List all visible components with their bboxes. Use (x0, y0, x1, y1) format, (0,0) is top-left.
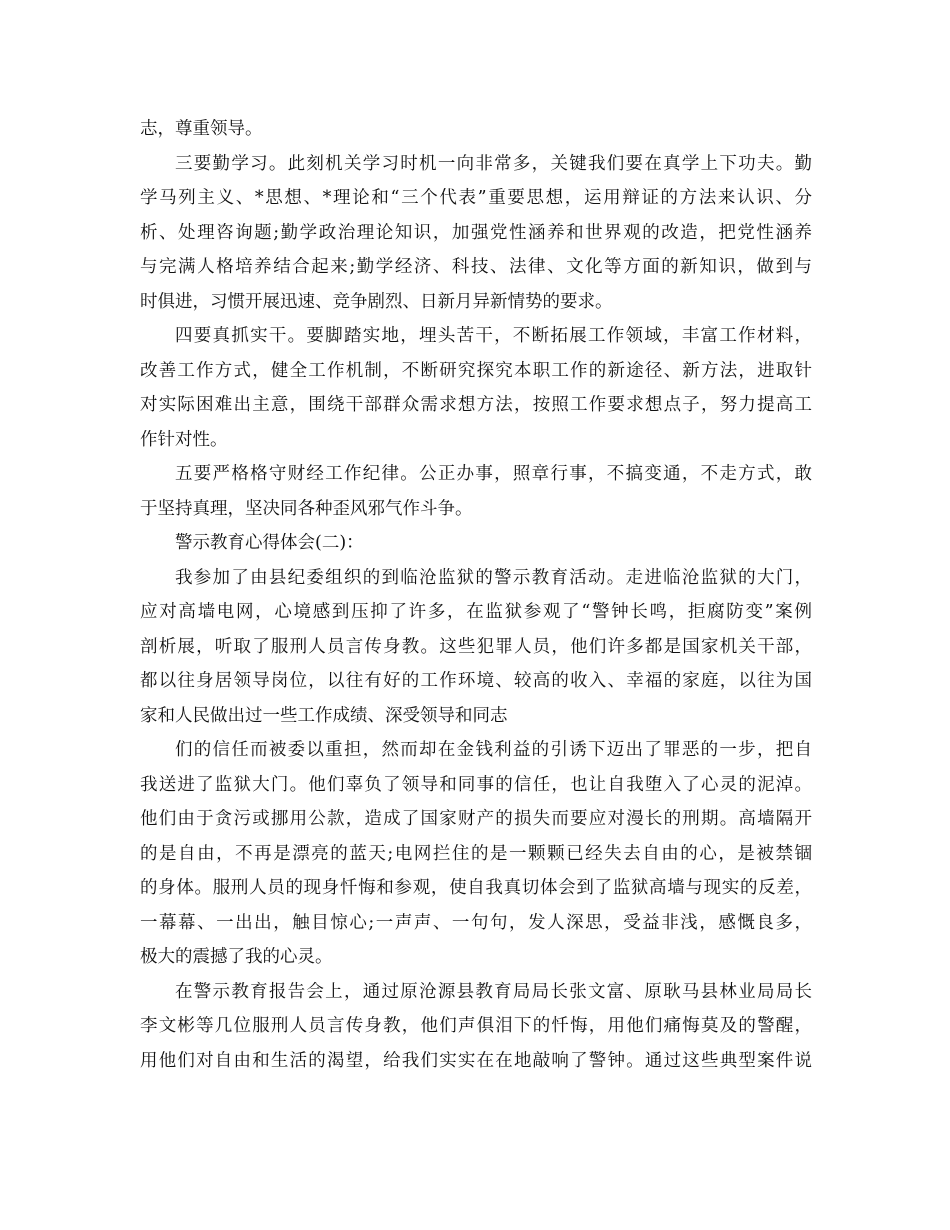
text-line: 他们由于贪污或挪用公款，造成了国家财产的损失而要应对漫长的刑期。高墙隔开 (140, 809, 812, 829)
text-line: 剖析展，听取了服刑人员言传身教。这些犯罪人员，他们许多都是国家机关干部， (140, 636, 812, 657)
text-line: 析、处理咨询题;勤学政治理论知识，加强党性涵养和世界观的改造，把党性涵养 (140, 222, 812, 243)
text-line: 李文彬等几位服刑人员言传身教，他们声俱泪下的忏悔，用他们痛悔莫及的警醒， (140, 1016, 812, 1036)
text-line: 学马列主义、*思想、*理论和“三个代表”重要思想，运用辩证的方法来认识、分 (140, 188, 812, 208)
text-line: 应对高墙电网，心境感到压抑了许多，在监狱参观了“警钟长鸣，拒腐防变”案例 (140, 602, 812, 622)
text-line: 都以往身居领导岗位，以往有好的工作环境、较高的收入、幸福的家庭，以往为国 (140, 671, 812, 691)
text-line: 一幕幕、一出出，触目惊心;一声声、一句句，发人深思，受益非浅，感慨良多， (140, 912, 812, 933)
text-line: 们的信任而被委以重担，然而却在金钱利益的引诱下迈出了罪恶的一步，把自 (175, 740, 812, 760)
text-line: 的是自由，不再是漂亮的蓝天;电网拦住的是一颗颗已经失去自由的心，是被禁锢 (140, 843, 812, 864)
document-body (140, 112, 812, 1078)
text-line: 家和人民做出过一些工作成绩、深受领导和同志 (140, 705, 508, 726)
text-line: 用他们对自由和生活的渴望，给我们实实在在地敲响了警钟。通过这些典型案件说 (140, 1050, 812, 1071)
text-line: 我参加了由县纪委组织的到临沧监狱的警示教育活动。走进临沧监狱的大门， (175, 567, 812, 588)
text-line: 四要真抓实干。要脚踏实地，埋头苦干，不断拓展工作领域，丰富工作材料， (175, 326, 812, 346)
text-line: 改善工作方式，健全工作机制，不断研究探究本职工作的新途径、新方法，进取针 (140, 360, 812, 381)
text-line: 五要严格格守财经工作纪律。公正办事，照章行事，不搞变通，不走方式，敢 (175, 464, 812, 484)
text-line: 三要勤学习。此刻机关学习时机一向非常多，关键我们要在真学上下功夫。勤 (175, 153, 812, 174)
text-line: 与完满人格培养结合起来;勤学经济、科技、法律、文化等方面的新知识，做到与 (140, 257, 812, 277)
text-line: 对实际困难出主意，围绕干部群众需求想方法，按照工作要求想点子，努力提高工 (140, 395, 812, 415)
text-line: 时俱进，习惯开展迅速、竞争剧烈、日新月异新情势的要求。 (140, 291, 613, 312)
text-line: 志，尊重领导。 (140, 119, 263, 139)
text-line: 我送进了监狱大门。他们辜负了领导和同事的信任，也让自我堕入了心灵的泥淖。 (140, 774, 812, 795)
text-line: 作针对性。 (140, 429, 228, 450)
text-line: 的身体。服刑人员的现身忏悔和参观，使自我真切体会到了监狱高墙与现实的反差， (140, 878, 812, 898)
text-line: 在警示教育报告会上，通过原沧源县教育局局长张文富、原耿马县林业局局长 (175, 981, 812, 1002)
text-line: 于坚持真理，坚决同各种歪风邪气作斗争。 (140, 498, 473, 519)
text-line: 极大的震撼了我的心灵。 (140, 947, 333, 967)
section-heading: 警示教育心得体会(二)： (175, 533, 364, 553)
